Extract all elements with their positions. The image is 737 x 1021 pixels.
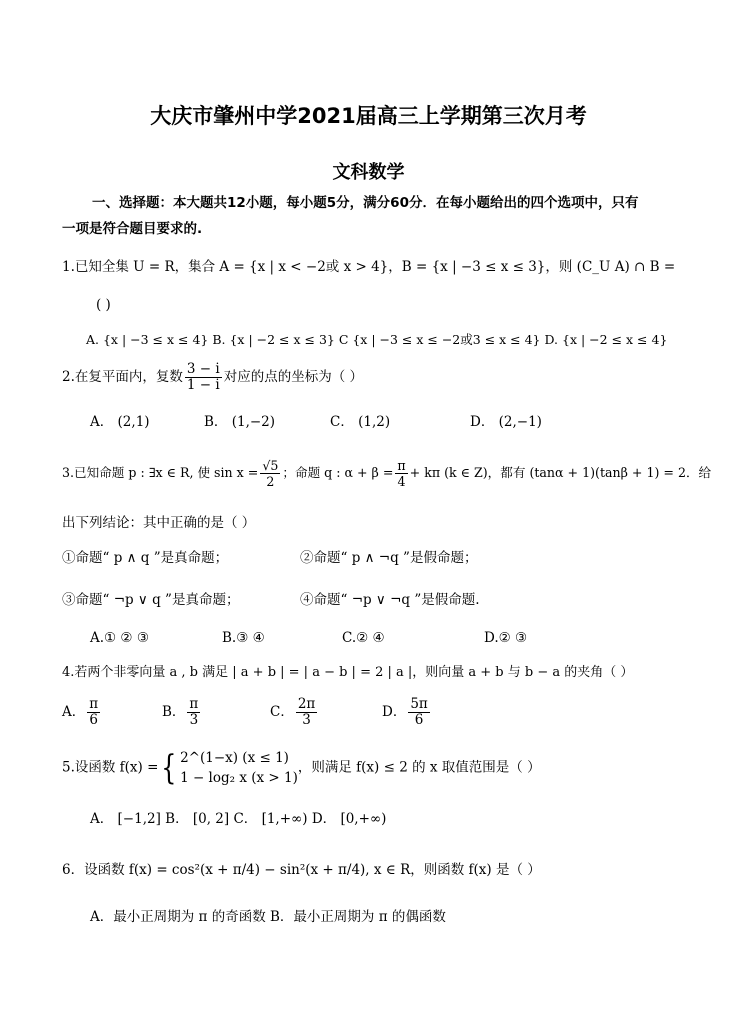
- q2-pre: 2.在复平面内，复数: [62, 369, 183, 385]
- q6-options: A．最小正周期为 π 的奇函数 B．最小正周期为 π 的偶函数: [90, 909, 446, 925]
- q1-blank: ( ): [96, 297, 111, 313]
- q3-statement-1: ①命题“ p ∧ q ”是真命题；: [62, 550, 229, 566]
- q3-option-d: D.② ③: [484, 630, 528, 646]
- q4-stem: 4.若两个非零向量 a , b 满足 | a + b | = | a − b | = 2 | a |，则向量 a + b 与 b − a 的夹角（ ）: [62, 665, 634, 680]
- q4-b-den: 3: [189, 712, 199, 728]
- q5-brace: {: [161, 748, 177, 788]
- q4-b-fraction: [187, 697, 200, 728]
- q3-fraction1-num: √5: [262, 458, 279, 473]
- q1-stem: 1.已知全集 U = R，集合 A = {x | x < −2或 x > 4}，B = {x | −3 ≤ x ≤ 3}，则 (C_U A) ∩ B =: [62, 259, 676, 275]
- q2-option-c: C． (1,2): [330, 414, 391, 430]
- q1-options: A. {x | −3 ≤ x ≤ 4} B. {x | −2 ≤ x ≤ 3} C {x | −3 ≤ x ≤ −2或3 ≤ x ≤ 4} D. {x | −2 ≤ x ≤ 4}: [86, 332, 668, 347]
- q2-stem: [62, 362, 363, 393]
- section-heading-line2: 一项是符合题目要求的.: [62, 221, 203, 237]
- q5-piecewise: [158, 748, 297, 788]
- q3-option-b: B.③ ④: [222, 630, 265, 646]
- q4-a-label: A．: [62, 704, 86, 720]
- exam-subtitle: 文科数学: [332, 162, 405, 183]
- q5-cases: [180, 748, 298, 788]
- q3-stem: [62, 458, 711, 489]
- q4-d-den: 6: [414, 712, 424, 728]
- q2-option-b: B． (1,−2): [204, 414, 276, 430]
- q4-b-num: π: [189, 696, 199, 712]
- q4-c-label: C．: [270, 704, 294, 720]
- q4-d-num: 5π: [410, 696, 428, 712]
- section-heading-line1: 一、选择题：本大题共12小题，每小题5分，满分60分．在每小题给出的四个选项中，只有: [92, 195, 639, 211]
- q3-fraction2-num: π: [397, 458, 406, 473]
- q3-continuation: 出下列结论：其中正确的是（ ）: [62, 515, 256, 531]
- q3-statement-2: ②命题“ p ∧ ¬q ”是假命题；: [300, 550, 478, 566]
- q3-option-c: C.② ④: [342, 630, 385, 646]
- q5-pre: 5.设函数 f(x) =: [62, 759, 159, 776]
- q3-statement-3: ③命题“ ¬p ∨ q ”是真命题；: [62, 592, 240, 608]
- q5-post: ，则满足 f(x) ≤ 2 的 x 取值范围是（ ）: [297, 759, 541, 776]
- q4-c-den: 3: [302, 712, 311, 728]
- q4-c-num: 2π: [297, 696, 316, 712]
- q5-options: A． [−1,2] B． [0, 2] C． [1,+∞) D． [0,+∞): [90, 811, 387, 827]
- q5-case-1: 2^(1−x) (x ≤ 1): [180, 750, 289, 766]
- q4-c-fraction: [296, 697, 317, 728]
- q3-fraction1-den: 2: [266, 474, 275, 489]
- q2-fraction: [185, 362, 222, 393]
- q4-option-d: [382, 697, 432, 728]
- q3-mid: ；命题 q : α + β =: [282, 465, 394, 480]
- q3-pre: 3.已知命题 p : ∃x ∈ R, 使 sin x =: [62, 465, 259, 480]
- q2-fraction-num: 3 − i: [186, 361, 220, 377]
- q4-option-a: [62, 697, 102, 728]
- q3-option-a: A.① ② ③: [90, 630, 149, 646]
- q6-stem: 6．设函数 f(x) = cos²(x + π/4) − sin²(x + π/4), x ∈ R，则函数 f(x) 是（ ）: [62, 862, 541, 878]
- q4-a-den: 6: [89, 712, 98, 728]
- q2-option-a: A． (2,1): [90, 414, 150, 430]
- q3-post: + kπ (k ∈ Z)，都有 (tanα + 1)(tanβ + 1) = 2．给: [409, 465, 712, 480]
- q3-fraction2-den: 4: [397, 474, 406, 489]
- q3-fraction1: [260, 458, 280, 489]
- q4-a-fraction: [87, 697, 100, 728]
- q2-post: 对应的点的坐标为（ ）: [223, 369, 363, 385]
- q5-stem: [62, 748, 541, 788]
- q4-a-num: π: [89, 696, 99, 712]
- q4-option-b: [162, 697, 202, 728]
- q5-case-2: 1 − log₂ x (x > 1): [180, 770, 298, 786]
- q2-option-d: D． (2,−1): [470, 414, 542, 430]
- q4-d-fraction: [408, 697, 429, 728]
- q4-b-label: B．: [162, 704, 186, 720]
- exam-title: 大庆市肇州中学2021届高三上学期第三次月考: [150, 104, 587, 128]
- q3-fraction2: [395, 458, 407, 489]
- q4-d-label: D．: [382, 704, 407, 720]
- q2-fraction-den: 1 − i: [186, 377, 220, 393]
- q3-statement-4: ④命题“ ¬p ∨ ¬q ”是假命题.: [300, 592, 480, 608]
- q4-option-c: [270, 697, 319, 728]
